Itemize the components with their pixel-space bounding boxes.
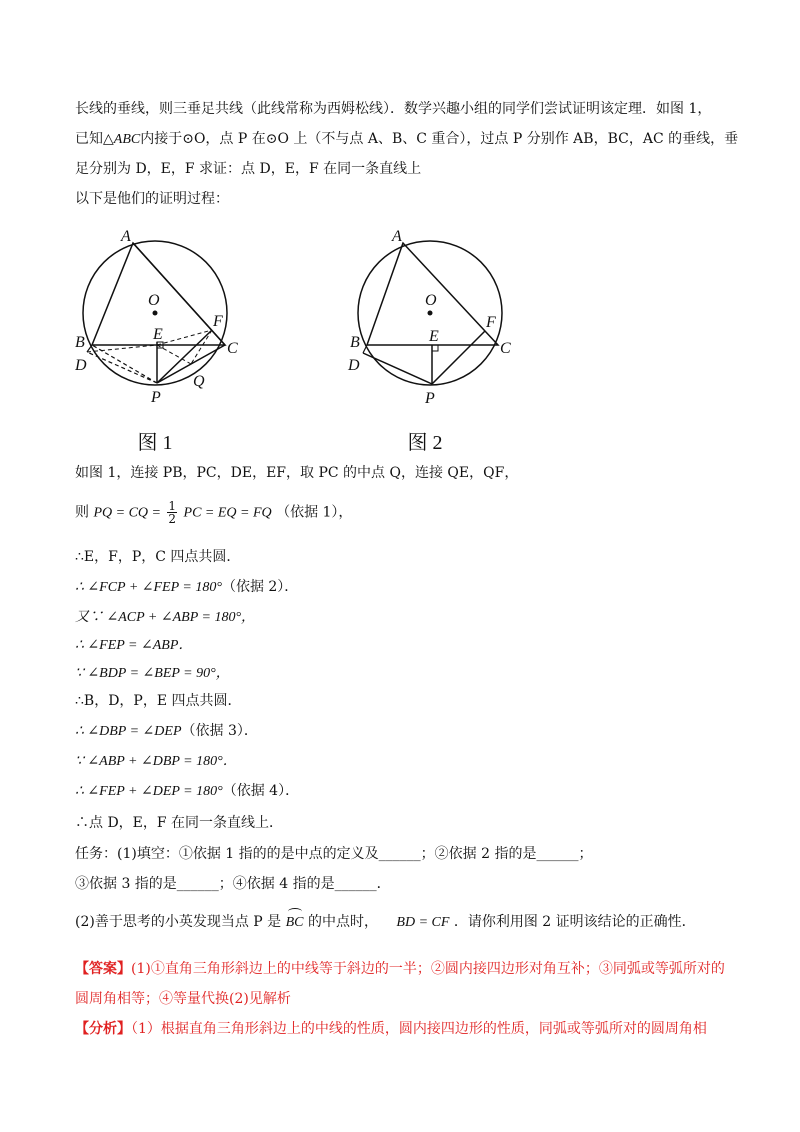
proof-line-11-math: ∴ ∠FEP + ∠DEP = 180° <box>75 784 223 799</box>
proof-line-4-note: （依据 2）． <box>221 579 299 595</box>
fig2-label-d: D <box>348 357 360 374</box>
analysis-tag: 【分析】 <box>75 1021 131 1037</box>
fig1-de-line <box>87 345 157 352</box>
analysis-text-1: （1）根据直角三角形斜边上的中线的性质，圆内接四边形的性质，同弧或等弧所对的圆周角相 <box>131 1021 707 1037</box>
proof-line-2-math-a: PQ = CQ = <box>93 505 161 521</box>
task-line-3-math: BD = CF <box>396 915 450 930</box>
fig2-center-dot <box>428 311 433 316</box>
fig2-label-p: P <box>425 390 435 407</box>
proof-line-6-math: ∴ ∠FEP = ∠ABP． <box>75 638 193 653</box>
intro-line-4: 以下是他们的证明过程： <box>75 191 229 207</box>
fig1-label-q: Q <box>193 373 205 390</box>
task-line-3-prefix: (2)善于思考的小英发现当点 P 是 <box>75 914 282 930</box>
fig1-label-o: O <box>148 292 160 309</box>
fig2-label-o: O <box>425 292 437 309</box>
fig1-label-e: E <box>153 326 163 343</box>
triangle-abc: △ABC <box>103 132 141 147</box>
fraction-one-half <box>167 500 177 525</box>
fraction-denominator: 2 <box>168 512 177 526</box>
fig1-label-d: D <box>75 357 87 374</box>
fig1-label-f: F <box>213 313 223 330</box>
figure-1-caption: 图 1 <box>137 432 173 454</box>
figure-2-caption: 图 2 <box>407 432 443 454</box>
figure-2-diagram <box>345 220 525 420</box>
fig2-right-angle-e <box>432 345 438 351</box>
task-line-3-suffix: ．请你利用图 2 证明该结论的正确性． <box>453 914 696 930</box>
proof-line-9-math: ∴ ∠DBP = ∠DEP <box>75 724 182 739</box>
proof-line-10-math: ∵ ∠ABP + ∠DBP = 180°． <box>75 754 237 769</box>
fig1-label-c: C <box>227 340 238 357</box>
proof-line-6 <box>75 634 192 657</box>
fig1-label-a: A <box>121 228 131 245</box>
proof-line-12: ∴点 D，E，F 在同一条直线上． <box>75 815 284 831</box>
fraction-numerator: 1 <box>168 499 177 513</box>
proof-line-11 <box>75 780 299 803</box>
proof-line-9 <box>75 720 258 743</box>
proof-line-3: ∴E，F，P，C 四点共圆． <box>75 549 241 565</box>
proof-line-7-math: ∵ ∠BDP = ∠BEP = 90°， <box>75 666 230 681</box>
task-line-3-middle: 的中点时， <box>307 914 378 930</box>
proof-line-2-note: （依据 1）， <box>276 504 353 521</box>
task-line-1: 任务：(1)填空：①依据 1 指的的是中点的定义及______；②依据 2 指的是______； <box>75 846 593 862</box>
fig2-label-a: A <box>392 228 402 245</box>
fig2-pd-line <box>363 353 432 384</box>
intro-line-2-text: 内接于⊙O，点 P 在⊙O 上（不与点 A、B、C 重合），过点 P 分别作 AB，BC，AC 的垂线，垂 <box>140 131 739 147</box>
proof-line-10 <box>75 750 237 773</box>
task-line-2: ③依据 3 指的是______；④依据 4 指的是______． <box>75 876 391 892</box>
analysis-line-1 <box>75 1018 707 1040</box>
figure-1-diagram <box>75 220 255 420</box>
fig1-pd-line <box>87 352 157 383</box>
proof-line-4 <box>75 576 298 599</box>
proof-line-7 <box>75 662 230 685</box>
fig1-center-dot <box>153 311 158 316</box>
answer-line-2: 圆周角相等；④等量代换(2)见解析 <box>75 991 291 1007</box>
fig2-label-e: E <box>429 328 439 345</box>
fig2-label-c: C <box>500 340 511 357</box>
intro-line-1: 长线的垂线，则三垂足共线（此线常称为西姆松线）．数学兴趣小组的同学们尝试证明该定理．如图 1， <box>75 101 712 117</box>
answer-line-1 <box>75 958 725 980</box>
intro-line-2-prefix: 已知 <box>75 131 103 147</box>
answer-tag: 【答案】 <box>75 961 131 977</box>
fig2-pf-line <box>432 331 485 384</box>
arc-bc: BC <box>286 912 304 934</box>
proof-line-2 <box>75 500 352 525</box>
answer-text-1: (1)①直角三角形斜边上的中线等于斜边的一半；②圆内接四边形对角互补；③同弧或等弧所对的 <box>131 961 725 977</box>
fig2-label-f: F <box>486 314 496 331</box>
task-line-3 <box>75 911 696 934</box>
proof-line-1: 如图 1，连接 PB，PC，DE，EF，取 PC 的中点 Q，连接 QE，QF， <box>75 465 519 481</box>
fig2-label-b: B <box>350 334 360 351</box>
proof-line-2-math-b: PC = EQ = FQ <box>183 505 272 521</box>
proof-line-5-math: 又∵ ∠ACP + ∠ABP = 180°， <box>75 610 256 625</box>
fig1-label-p: P <box>151 389 161 406</box>
intro-line-2 <box>75 128 738 151</box>
intro-line-3: 足分别为 D，E，F 求证：点 D，E，F 在同一条直线上 <box>75 161 422 177</box>
fig1-label-b: B <box>75 334 85 351</box>
proof-line-2-prefix: 则 <box>75 504 89 521</box>
proof-line-11-note: （依据 4）． <box>222 783 300 799</box>
proof-line-4-math: ∴ ∠FCP + ∠FEP = 180° <box>75 580 222 595</box>
proof-line-5 <box>75 606 255 629</box>
proof-line-9-note: （依据 3）． <box>181 723 258 739</box>
proof-line-8: ∴B，D，P，E 四点共圆． <box>75 693 242 709</box>
